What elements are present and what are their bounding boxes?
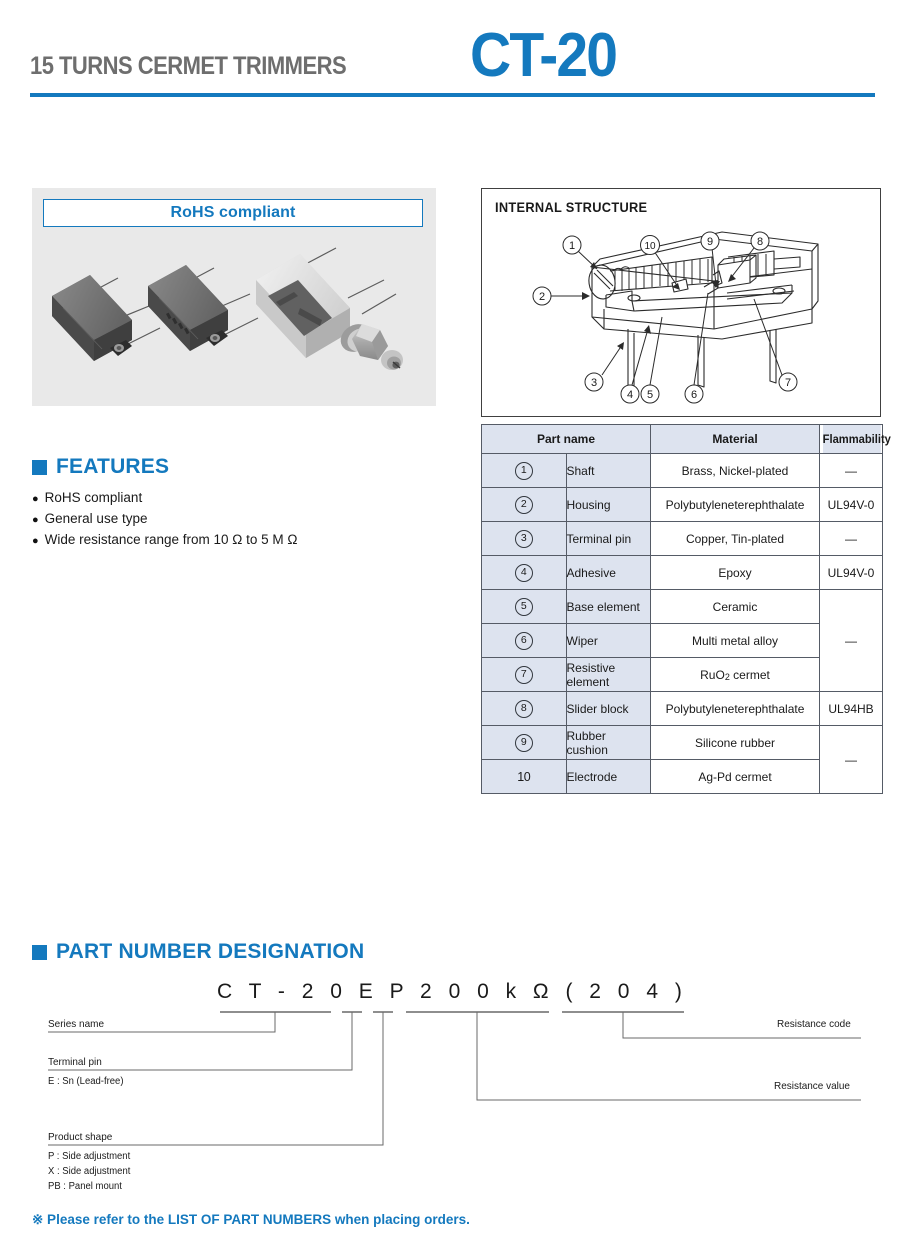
features-list [32, 488, 452, 551]
svg-text:1: 1 [568, 240, 576, 252]
column-header-part-name: Part name [482, 425, 651, 454]
row-number: 6 [482, 624, 567, 658]
row-part-name: Adhesive [566, 556, 651, 590]
internal-structure-diagram [482, 189, 879, 415]
row-part-name: Rubber cushion [566, 726, 651, 760]
callout-number-9 [701, 232, 719, 250]
row-number: 3 [482, 522, 567, 556]
legend-label-resistance-code: Resistance code [777, 1018, 851, 1030]
table-row [482, 692, 883, 726]
callout-number-4 [621, 385, 639, 403]
row-number: 2 [482, 488, 567, 522]
internal-structure-heading: INTERNAL STRUCTURE [495, 200, 648, 215]
feature-text: General use type [44, 511, 148, 526]
table-header-row [482, 425, 883, 454]
legend-label-product-shape: Product shape [48, 1131, 113, 1143]
row-material: Polybutyleneterephthalate [651, 488, 820, 522]
bullet-dot-icon: ● [32, 493, 39, 505]
legend-label-terminal-pin: Terminal pin [48, 1056, 102, 1068]
svg-text:2: 2 [538, 291, 546, 303]
list-item [32, 488, 452, 509]
table-row [482, 488, 883, 522]
parts-material-table [481, 424, 891, 794]
row-flammability: UL94V-0 [820, 556, 883, 590]
callout-number-1 [563, 236, 581, 254]
trimmer-panel-mount [256, 254, 403, 370]
list-item [32, 509, 452, 530]
table-row [482, 726, 883, 760]
legend-option-product-shape-x: X : Side adjustment [48, 1166, 131, 1177]
row-number: 1 [482, 454, 567, 488]
row-number: 4 [482, 556, 567, 590]
part-number-heading-label: PART NUMBER DESIGNATION [56, 940, 365, 963]
table-body [482, 454, 883, 794]
row-material: Epoxy [651, 556, 820, 590]
legend-label-resistance-value: Resistance value [774, 1080, 850, 1092]
table-row [482, 556, 883, 590]
row-material: Multi metal alloy [651, 624, 820, 658]
trimmer-side-adjust-1 [52, 275, 132, 361]
legend-option-product-shape-p: P : Side adjustment [48, 1151, 131, 1162]
row-flammability: — [820, 454, 883, 488]
page-title: 15 TURNS CERMET TRIMMERS [30, 52, 347, 80]
rohs-badge [43, 199, 423, 227]
row-number: 7 [482, 658, 567, 692]
row-part-name: Electrode [566, 760, 651, 794]
row-flammability: — [820, 590, 883, 692]
row-material: Silicone rubber [651, 726, 820, 760]
bullet-dot-icon: ● [32, 514, 39, 526]
features-heading [32, 455, 452, 479]
callout-number-5 [641, 385, 659, 403]
page-header [0, 0, 900, 108]
row-number: 10 [482, 760, 567, 794]
svg-text:8: 8 [756, 236, 764, 248]
row-part-name: Housing [566, 488, 651, 522]
feature-text: Wide resistance range from 10 Ω to 5 M Ω [44, 532, 298, 547]
callout-number-10 [641, 236, 660, 255]
row-flammability: UL94HB [820, 692, 883, 726]
features-section [32, 455, 452, 551]
row-material: Ag-Pd cermet [651, 760, 820, 794]
svg-text:7: 7 [784, 377, 792, 389]
callout-number-8 [751, 232, 769, 250]
part-number-designation-section [32, 940, 877, 1190]
row-material: Copper, Tin-plated [651, 522, 820, 556]
svg-text:6: 6 [690, 389, 698, 401]
row-material: Polybutyleneterephthalate [651, 692, 820, 726]
svg-text:10: 10 [644, 241, 656, 252]
row-flammability: UL94V-0 [820, 488, 883, 522]
rohs-badge-label: RoHS compliant [170, 204, 296, 221]
column-header-flammability: Flammability [822, 425, 881, 454]
table-row [482, 522, 883, 556]
row-material: Ceramic [651, 590, 820, 624]
svg-text:5: 5 [646, 389, 654, 401]
svg-text:4: 4 [626, 389, 634, 401]
callout-number-2 [533, 287, 551, 305]
row-number: 5 [482, 590, 567, 624]
trimmer-side-adjust-2 [148, 265, 228, 351]
table-row [482, 590, 883, 624]
row-number: 9 [482, 726, 567, 760]
legend-label-series-name: Series name [48, 1018, 105, 1030]
part-number-leader-lines [32, 940, 877, 1190]
svg-text:9: 9 [706, 236, 714, 248]
product-photo-panel [32, 188, 436, 406]
part-number-example-code: C T - 2 0 E P 2 0 0 k Ω ( 2 0 4 ) [217, 980, 688, 1003]
product-photo-image [32, 236, 436, 406]
row-part-name: Terminal pin [566, 522, 651, 556]
header-divider [30, 93, 875, 97]
model-name: CT-20 [470, 21, 617, 90]
legend-option-product-shape-pb: PB : Panel mount [48, 1181, 122, 1192]
feature-text: RoHS compliant [44, 490, 143, 505]
row-part-name: Resistive element [566, 658, 651, 692]
row-material: Brass, Nickel-plated [651, 454, 820, 488]
table-row [482, 454, 883, 488]
features-heading-label: FEATURES [56, 455, 170, 478]
row-number: 8 [482, 692, 567, 726]
column-header-material: Material [651, 425, 820, 454]
list-item [32, 530, 452, 551]
internal-structure-panel [481, 188, 881, 417]
footnote-text: ※ Please refer to the LIST OF PART NUMBERS when placing orders. [32, 1212, 470, 1227]
svg-text:3: 3 [590, 377, 598, 389]
row-part-name: Base element [566, 590, 651, 624]
row-flammability: — [820, 726, 883, 794]
section-marker-square-icon [32, 460, 47, 475]
callout-number-7 [779, 373, 797, 391]
row-material: RuO2 cermet [651, 658, 820, 692]
row-part-name: Wiper [566, 624, 651, 658]
row-part-name: Shaft [566, 454, 651, 488]
callout-number-6 [685, 385, 703, 403]
row-part-name: Slider block [566, 692, 651, 726]
callout-number-3 [585, 373, 603, 391]
bullet-dot-icon: ● [32, 535, 39, 547]
row-flammability: — [820, 522, 883, 556]
legend-option-terminal-pin-e: E : Sn (Lead-free) [48, 1076, 124, 1087]
